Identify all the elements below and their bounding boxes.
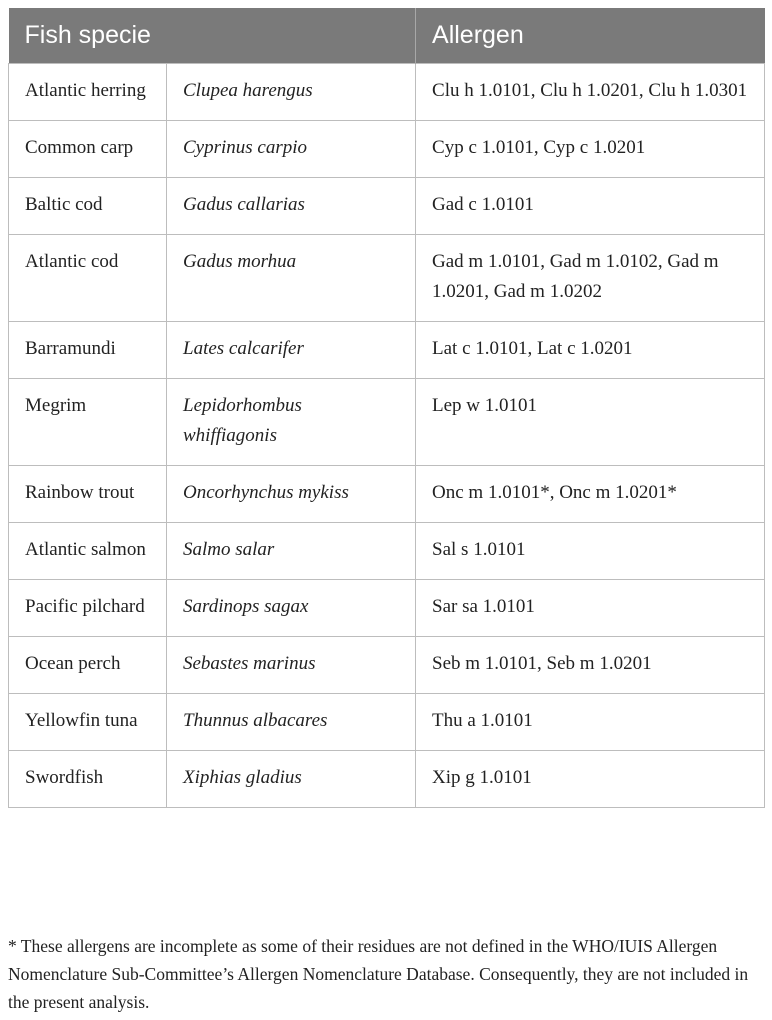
allergen-cell: Thu a 1.0101 [416,693,765,750]
common-name-cell: Barramundi [9,321,167,378]
table-row [9,522,765,579]
allergen-cell: Onc m 1.0101*, Onc m 1.0201* [416,465,765,522]
header-fish-specie: Fish specie [9,8,416,63]
table-row [9,693,765,750]
table-header [9,8,765,63]
common-name-cell: Baltic cod [9,177,167,234]
common-name-cell: Ocean perch [9,636,167,693]
species-name-cell: Lates calcarifer [167,321,416,378]
species-name-cell: Gadus callarias [167,177,416,234]
allergen-table [8,8,765,808]
species-name-cell: Clupea harengus [167,63,416,120]
table-row [9,579,765,636]
table-body [9,63,765,807]
species-name-cell: Thunnus albacares [167,693,416,750]
common-name-cell: Common carp [9,120,167,177]
species-name-cell: Sebastes marinus [167,636,416,693]
table-row [9,636,765,693]
allergen-cell: Gad m 1.0101, Gad m 1.0102, Gad m 1.0201, Gad m 1.0202 [416,234,765,321]
species-name-cell: Gadus morhua [167,234,416,321]
header-row [9,8,765,63]
table-row [9,321,765,378]
table-row [9,465,765,522]
table-row [9,63,765,120]
table-row [9,378,765,465]
common-name-cell: Atlantic cod [9,234,167,321]
common-name-cell: Rainbow trout [9,465,167,522]
allergen-cell: Cyp c 1.0101, Cyp c 1.0201 [416,120,765,177]
allergen-cell: Sal s 1.0101 [416,522,765,579]
common-name-cell: Atlantic salmon [9,522,167,579]
species-name-cell: Sardinops sagax [167,579,416,636]
table-row [9,120,765,177]
allergen-cell: Lat c 1.0101, Lat c 1.0201 [416,321,765,378]
species-name-cell: Salmo salar [167,522,416,579]
species-name-cell: Cyprinus carpio [167,120,416,177]
allergen-cell: Gad c 1.0101 [416,177,765,234]
common-name-cell: Yellowfin tuna [9,693,167,750]
common-name-cell: Swordfish [9,750,167,807]
species-name-cell: Oncorhynchus mykiss [167,465,416,522]
allergen-cell: Sar sa 1.0101 [416,579,765,636]
common-name-cell: Atlantic herring [9,63,167,120]
species-name-cell: Lepidorhombus whiffiagonis [167,378,416,465]
allergen-cell: Lep w 1.0101 [416,378,765,465]
common-name-cell: Megrim [9,378,167,465]
common-name-cell: Pacific pilchard [9,579,167,636]
table-row [9,234,765,321]
allergen-cell: Seb m 1.0101, Seb m 1.0201 [416,636,765,693]
allergen-table-container [8,8,764,808]
table-row [9,750,765,807]
allergen-cell: Clu h 1.0101, Clu h 1.0201, Clu h 1.0301 [416,63,765,120]
allergen-cell: Xip g 1.0101 [416,750,765,807]
table-row [9,177,765,234]
header-allergen: Allergen [416,8,765,63]
species-name-cell: Xiphias gladius [167,750,416,807]
table-footnote: * These allergens are incomplete as some of their residues are not defined in the WHO/IUIS Allergen Nomenclature Sub-Committee’s Allergen Nomenclature Database. Consequently, they are not included in the present analysis. [8,936,749,1012]
